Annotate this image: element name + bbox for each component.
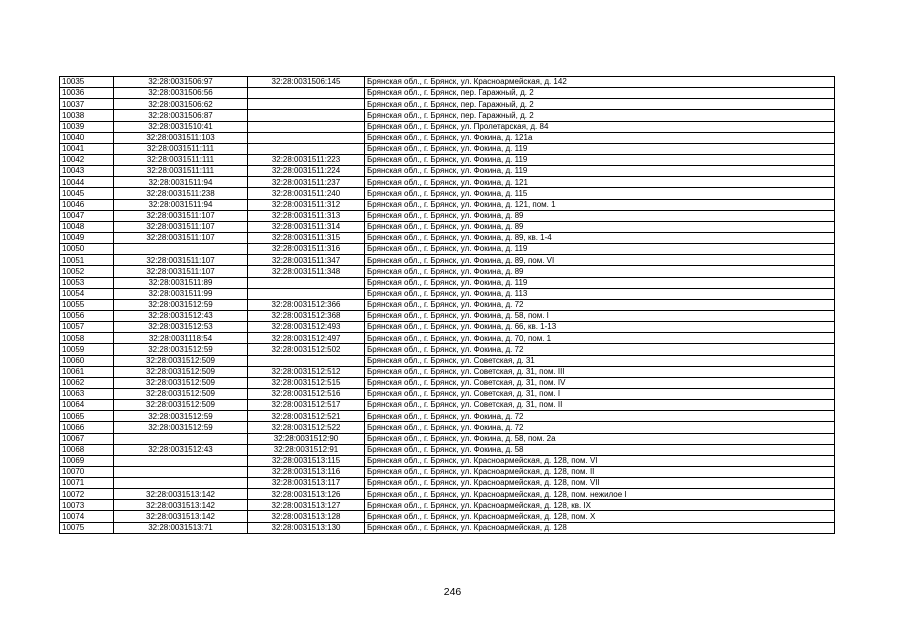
address-cell: Брянская обл., г. Брянск, ул. Пролетарская, д. 84	[365, 121, 835, 132]
building-cadastral-number-cell: 32:28:0031511:223	[248, 154, 365, 165]
table-row	[60, 210, 835, 221]
table-row	[60, 88, 835, 99]
record-number-cell: 10037	[60, 99, 114, 110]
land-cadastral-number-cell: 32:28:0031513:142	[114, 500, 248, 511]
address-cell: Брянская обл., г. Брянск, ул. Красноармейская, д. 128, пом. X	[365, 511, 835, 522]
address-cell: Брянская обл., г. Брянск, ул. Фокина, д. 89	[365, 210, 835, 221]
record-number-cell: 10062	[60, 377, 114, 388]
table-row	[60, 177, 835, 188]
land-cadastral-number-cell	[114, 455, 248, 466]
table-row	[60, 299, 835, 310]
land-cadastral-number-cell: 32:28:0031510:41	[114, 121, 248, 132]
record-number-cell: 10049	[60, 232, 114, 243]
record-number-cell: 10067	[60, 433, 114, 444]
address-cell: Брянская обл., г. Брянск, ул. Красноармейская, д. 128, кв. IX	[365, 500, 835, 511]
building-cadastral-number-cell: 32:28:0031513:126	[248, 489, 365, 500]
record-number-cell: 10042	[60, 154, 114, 165]
building-cadastral-number-cell: 32:28:0031511:316	[248, 244, 365, 255]
land-cadastral-number-cell: 32:28:0031512:509	[114, 388, 248, 399]
table-row	[60, 511, 835, 522]
record-number-cell: 10050	[60, 244, 114, 255]
land-cadastral-number-cell: 32:28:0031511:107	[114, 255, 248, 266]
record-number-cell: 10038	[60, 110, 114, 121]
address-cell: Брянская обл., г. Брянск, ул. Фокина, д. 89, кв. 1-4	[365, 232, 835, 243]
address-cell: Брянская обл., г. Брянск, ул. Фокина, д. 89	[365, 266, 835, 277]
table-row	[60, 132, 835, 143]
land-cadastral-number-cell: 32:28:0031511:238	[114, 188, 248, 199]
record-number-cell: 10039	[60, 121, 114, 132]
address-cell: Брянская обл., г. Брянск, ул. Фокина, д. 66, кв. 1-13	[365, 322, 835, 333]
land-cadastral-number-cell: 32:28:0031511:107	[114, 221, 248, 232]
building-cadastral-number-cell	[248, 132, 365, 143]
building-cadastral-number-cell: 32:28:0031512:366	[248, 299, 365, 310]
building-cadastral-number-cell: 32:28:0031512:522	[248, 422, 365, 433]
address-cell: Брянская обл., г. Брянск, ул. Фокина, д. 72	[365, 299, 835, 310]
record-number-cell: 10046	[60, 199, 114, 210]
land-cadastral-number-cell	[114, 244, 248, 255]
table-row	[60, 400, 835, 411]
land-cadastral-number-cell: 32:28:0031506:62	[114, 99, 248, 110]
building-cadastral-number-cell: 32:28:0031511:224	[248, 166, 365, 177]
land-cadastral-number-cell	[114, 466, 248, 477]
record-number-cell: 10071	[60, 478, 114, 489]
building-cadastral-number-cell: 32:28:0031512:91	[248, 444, 365, 455]
building-cadastral-number-cell: 32:28:0031512:502	[248, 344, 365, 355]
building-cadastral-number-cell	[248, 277, 365, 288]
address-cell: Брянская обл., г. Брянск, ул. Фокина, д. 119	[365, 154, 835, 165]
record-number-cell: 10069	[60, 455, 114, 466]
record-number-cell: 10051	[60, 255, 114, 266]
table-row	[60, 310, 835, 321]
land-cadastral-number-cell: 32:28:0031511:94	[114, 199, 248, 210]
record-number-cell: 10045	[60, 188, 114, 199]
table-row	[60, 466, 835, 477]
address-cell: Брянская обл., г. Брянск, ул. Красноармейская, д. 128	[365, 522, 835, 533]
record-number-cell: 10056	[60, 310, 114, 321]
table-row	[60, 444, 835, 455]
page-number: 246	[443, 586, 462, 598]
land-cadastral-number-cell: 32:28:0031511:107	[114, 266, 248, 277]
record-number-cell: 10060	[60, 355, 114, 366]
record-number-cell: 10054	[60, 288, 114, 299]
address-cell: Брянская обл., г. Брянск, ул. Фокина, д. 121, пом. 1	[365, 199, 835, 210]
table-row	[60, 455, 835, 466]
land-cadastral-number-cell: 32:28:0031512:59	[114, 422, 248, 433]
record-number-cell: 10035	[60, 77, 114, 88]
address-cell: Брянская обл., г. Брянск, пер. Гаражный, д. 2	[365, 99, 835, 110]
record-number-cell: 10036	[60, 88, 114, 99]
land-cadastral-number-cell: 32:28:0031506:97	[114, 77, 248, 88]
table-row	[60, 500, 835, 511]
address-cell: Брянская обл., г. Брянск, ул. Фокина, д. 72	[365, 422, 835, 433]
record-number-cell: 10073	[60, 500, 114, 511]
address-cell: Брянская обл., г. Брянск, ул. Фокина, д. 113	[365, 288, 835, 299]
record-number-cell: 10065	[60, 411, 114, 422]
table-row	[60, 99, 835, 110]
table-row	[60, 344, 835, 355]
land-cadastral-number-cell: 32:28:0031511:111	[114, 166, 248, 177]
land-cadastral-number-cell: 32:28:0031513:71	[114, 522, 248, 533]
address-cell: Брянская обл., г. Брянск, ул. Фокина, д. 119	[365, 166, 835, 177]
land-cadastral-number-cell: 32:28:0031512:59	[114, 299, 248, 310]
address-cell: Брянская обл., г. Брянск, ул. Фокина, д. 58	[365, 444, 835, 455]
property-register-table	[59, 76, 835, 534]
building-cadastral-number-cell: 32:28:0031513:117	[248, 478, 365, 489]
table-row	[60, 388, 835, 399]
land-cadastral-number-cell: 32:28:0031512:43	[114, 444, 248, 455]
record-number-cell: 10061	[60, 366, 114, 377]
table-row	[60, 188, 835, 199]
building-cadastral-number-cell: 32:28:0031511:312	[248, 199, 365, 210]
record-number-cell: 10053	[60, 277, 114, 288]
address-cell: Брянская обл., г. Брянск, ул. Фокина, д. 72	[365, 411, 835, 422]
building-cadastral-number-cell	[248, 121, 365, 132]
table-row	[60, 110, 835, 121]
address-cell: Брянская обл., г. Брянск, ул. Фокина, д. 121	[365, 177, 835, 188]
table-row	[60, 355, 835, 366]
land-cadastral-number-cell: 32:28:0031511:99	[114, 288, 248, 299]
address-cell: Брянская обл., г. Брянск, пер. Гаражный, д. 2	[365, 110, 835, 121]
record-number-cell: 10043	[60, 166, 114, 177]
address-cell: Брянская обл., г. Брянск, ул. Советская, д. 31, пом. I	[365, 388, 835, 399]
land-cadastral-number-cell: 32:28:0031511:94	[114, 177, 248, 188]
address-cell: Брянская обл., г. Брянск, ул. Советская, д. 31, пом. III	[365, 366, 835, 377]
land-cadastral-number-cell: 32:28:0031512:43	[114, 310, 248, 321]
table-row	[60, 199, 835, 210]
table-row	[60, 121, 835, 132]
building-cadastral-number-cell: 32:28:0031513:128	[248, 511, 365, 522]
record-number-cell: 10068	[60, 444, 114, 455]
building-cadastral-number-cell	[248, 110, 365, 121]
land-cadastral-number-cell: 32:28:0031511:103	[114, 132, 248, 143]
address-cell: Брянская обл., г. Брянск, ул. Фокина, д. 58, пом. I	[365, 310, 835, 321]
record-number-cell: 10058	[60, 333, 114, 344]
record-number-cell: 10072	[60, 489, 114, 500]
record-number-cell: 10063	[60, 388, 114, 399]
table-row	[60, 244, 835, 255]
land-cadastral-number-cell: 32:28:0031513:142	[114, 489, 248, 500]
record-number-cell: 10044	[60, 177, 114, 188]
land-cadastral-number-cell: 32:28:0031511:111	[114, 154, 248, 165]
building-cadastral-number-cell: 32:28:0031511:315	[248, 232, 365, 243]
building-cadastral-number-cell: 32:28:0031511:348	[248, 266, 365, 277]
address-cell: Брянская обл., г. Брянск, ул. Фокина, д. 72	[365, 344, 835, 355]
address-cell: Брянская обл., г. Брянск, ул. Советская, д. 31, пом. II	[365, 400, 835, 411]
building-cadastral-number-cell: 32:28:0031512:493	[248, 322, 365, 333]
building-cadastral-number-cell	[248, 88, 365, 99]
record-number-cell: 10041	[60, 143, 114, 154]
building-cadastral-number-cell: 32:28:0031506:145	[248, 77, 365, 88]
building-cadastral-number-cell: 32:28:0031513:115	[248, 455, 365, 466]
property-register-body	[60, 77, 835, 534]
building-cadastral-number-cell: 32:28:0031512:515	[248, 377, 365, 388]
land-cadastral-number-cell: 32:28:0031506:87	[114, 110, 248, 121]
land-cadastral-number-cell: 32:28:0031512:59	[114, 344, 248, 355]
land-cadastral-number-cell	[114, 478, 248, 489]
building-cadastral-number-cell	[248, 355, 365, 366]
record-number-cell: 10064	[60, 400, 114, 411]
land-cadastral-number-cell: 32:28:0031511:107	[114, 232, 248, 243]
table-row	[60, 478, 835, 489]
land-cadastral-number-cell: 32:28:0031512:59	[114, 411, 248, 422]
table-row	[60, 277, 835, 288]
land-cadastral-number-cell: 32:28:0031511:111	[114, 143, 248, 154]
land-cadastral-number-cell: 32:28:0031513:142	[114, 511, 248, 522]
land-cadastral-number-cell: 32:28:0031511:107	[114, 210, 248, 221]
building-cadastral-number-cell	[248, 143, 365, 154]
building-cadastral-number-cell: 32:28:0031512:521	[248, 411, 365, 422]
table-row	[60, 366, 835, 377]
building-cadastral-number-cell: 32:28:0031511:314	[248, 221, 365, 232]
record-number-cell: 10059	[60, 344, 114, 355]
land-cadastral-number-cell	[114, 433, 248, 444]
record-number-cell: 10040	[60, 132, 114, 143]
building-cadastral-number-cell	[248, 99, 365, 110]
table-row	[60, 489, 835, 500]
table-row	[60, 377, 835, 388]
record-number-cell: 10047	[60, 210, 114, 221]
building-cadastral-number-cell: 32:28:0031511:237	[248, 177, 365, 188]
building-cadastral-number-cell: 32:28:0031512:516	[248, 388, 365, 399]
address-cell: Брянская обл., г. Брянск, ул. Фокина, д. 89, пом. VI	[365, 255, 835, 266]
table-row	[60, 232, 835, 243]
address-cell: Брянская обл., г. Брянск, ул. Красноармейская, д. 142	[365, 77, 835, 88]
building-cadastral-number-cell: 32:28:0031513:116	[248, 466, 365, 477]
address-cell: Брянская обл., г. Брянск, ул. Фокина, д. 119	[365, 143, 835, 154]
address-cell: Брянская обл., г. Брянск, ул. Фокина, д. 89	[365, 221, 835, 232]
land-cadastral-number-cell: 32:28:0031118:54	[114, 333, 248, 344]
address-cell: Брянская обл., г. Брянск, ул. Красноармейская, д. 128, пом. нежилое I	[365, 489, 835, 500]
record-number-cell: 10048	[60, 221, 114, 232]
building-cadastral-number-cell: 32:28:0031512:497	[248, 333, 365, 344]
table-row	[60, 77, 835, 88]
address-cell: Брянская обл., г. Брянск, ул. Фокина, д. 119	[365, 277, 835, 288]
table-row	[60, 221, 835, 232]
table-row	[60, 266, 835, 277]
building-cadastral-number-cell: 32:28:0031513:130	[248, 522, 365, 533]
land-cadastral-number-cell: 32:28:0031512:53	[114, 322, 248, 333]
record-number-cell: 10074	[60, 511, 114, 522]
land-cadastral-number-cell: 32:28:0031512:509	[114, 377, 248, 388]
record-number-cell: 10075	[60, 522, 114, 533]
table-row	[60, 166, 835, 177]
address-cell: Брянская обл., г. Брянск, ул. Фокина, д. 58, пом. 2а	[365, 433, 835, 444]
land-cadastral-number-cell: 32:28:0031512:509	[114, 366, 248, 377]
building-cadastral-number-cell: 32:28:0031511:347	[248, 255, 365, 266]
land-cadastral-number-cell: 32:28:0031506:56	[114, 88, 248, 99]
building-cadastral-number-cell: 32:28:0031513:127	[248, 500, 365, 511]
record-number-cell: 10066	[60, 422, 114, 433]
building-cadastral-number-cell: 32:28:0031511:240	[248, 188, 365, 199]
address-cell: Брянская обл., г. Брянск, ул. Фокина, д. 70, пом. 1	[365, 333, 835, 344]
address-cell: Брянская обл., г. Брянск, ул. Советская, д. 31, пом. IV	[365, 377, 835, 388]
address-cell: Брянская обл., г. Брянск, ул. Фокина, д. 119	[365, 244, 835, 255]
table-row	[60, 255, 835, 266]
land-cadastral-number-cell: 32:28:0031512:509	[114, 400, 248, 411]
table-row	[60, 322, 835, 333]
record-number-cell: 10055	[60, 299, 114, 310]
address-cell: Брянская обл., г. Брянск, ул. Фокина, д. 115	[365, 188, 835, 199]
table-row	[60, 411, 835, 422]
table-row	[60, 154, 835, 165]
address-cell: Брянская обл., г. Брянск, пер. Гаражный, д. 2	[365, 88, 835, 99]
land-cadastral-number-cell: 32:28:0031511:89	[114, 277, 248, 288]
building-cadastral-number-cell: 32:28:0031512:512	[248, 366, 365, 377]
building-cadastral-number-cell: 32:28:0031512:517	[248, 400, 365, 411]
record-number-cell: 10052	[60, 266, 114, 277]
table-row	[60, 288, 835, 299]
table-row	[60, 422, 835, 433]
table-row	[60, 433, 835, 444]
building-cadastral-number-cell: 32:28:0031512:368	[248, 310, 365, 321]
building-cadastral-number-cell	[248, 288, 365, 299]
record-number-cell: 10057	[60, 322, 114, 333]
table-row	[60, 522, 835, 533]
building-cadastral-number-cell: 32:28:0031512:90	[248, 433, 365, 444]
address-cell: Брянская обл., г. Брянск, ул. Красноармейская, д. 128, пом. VII	[365, 478, 835, 489]
address-cell: Брянская обл., г. Брянск, ул. Советская, д. 31	[365, 355, 835, 366]
record-number-cell: 10070	[60, 466, 114, 477]
table-row	[60, 143, 835, 154]
address-cell: Брянская обл., г. Брянск, ул. Фокина, д. 121а	[365, 132, 835, 143]
address-cell: Брянская обл., г. Брянск, ул. Красноармейская, д. 128, пом. II	[365, 466, 835, 477]
address-cell: Брянская обл., г. Брянск, ул. Красноармейская, д. 128, пом. VI	[365, 455, 835, 466]
building-cadastral-number-cell: 32:28:0031511:313	[248, 210, 365, 221]
table-row	[60, 333, 835, 344]
land-cadastral-number-cell: 32:28:0031512:509	[114, 355, 248, 366]
